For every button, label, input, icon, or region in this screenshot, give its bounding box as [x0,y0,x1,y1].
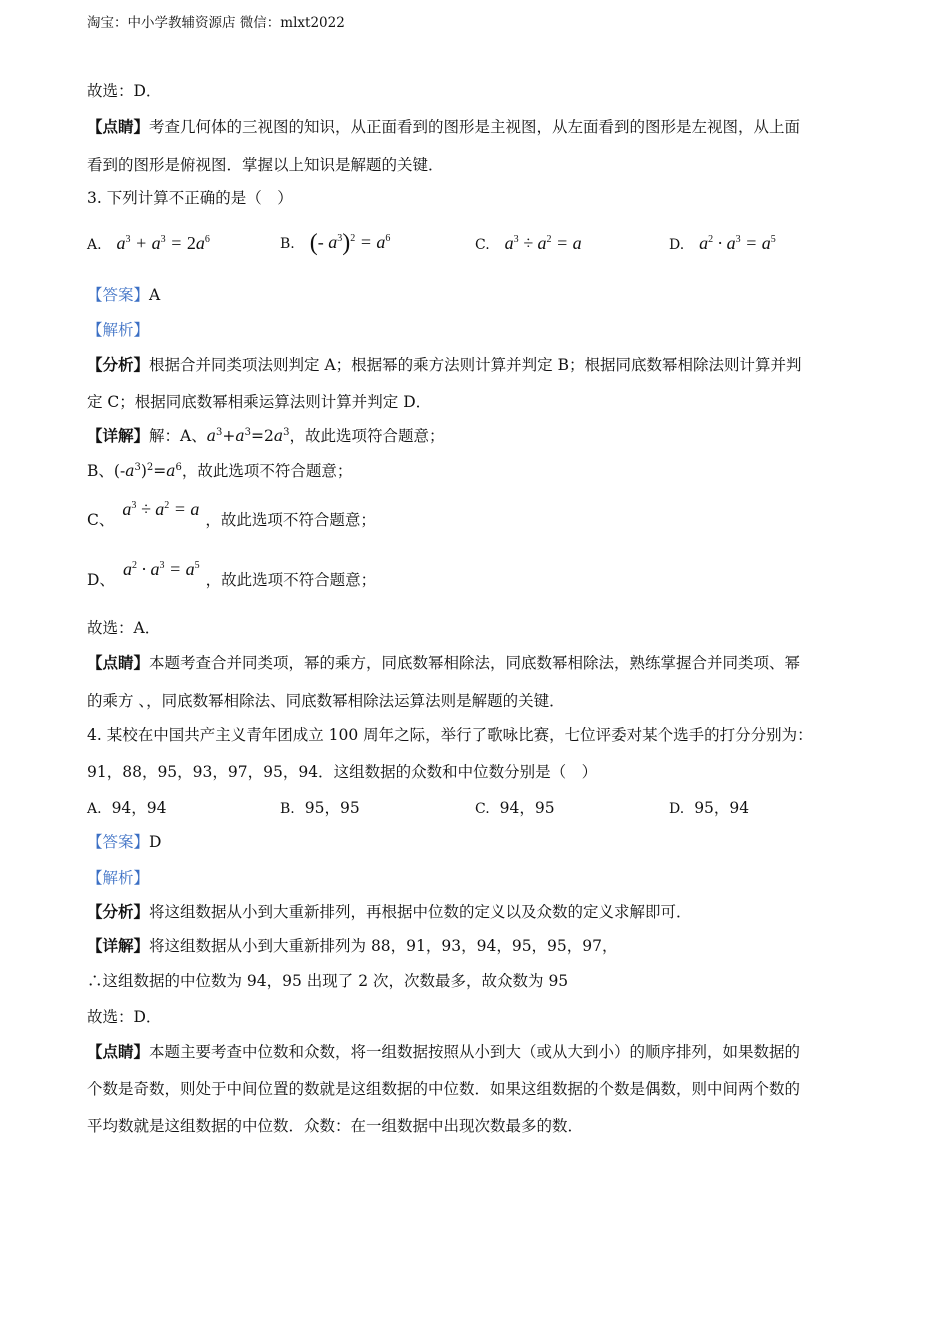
q4-comment-line-1: 【点睛】本题主要考查中位数和众数，将一组数据按照从小到大（或从大到小）的顺序排列，如果数据的 [87,1042,801,1061]
q2-comment-line-1: 【点睛】考查几何体的三视图的知识，从正面看到的图形是主视图，从左面看到的图形是左视图，从上面 [87,117,801,136]
q4-option-b: B. 95，95 [280,799,360,817]
q3-stem: 3. 下列计算不正确的是（ ） [87,189,293,207]
q3-option-b: B. (- $a^3)^2 = a^6$ [280,230,391,256]
q4-option-d: D. 95，94 [669,799,750,817]
q4-stem-line-1: 4. 某校在中国共产主义青年团成立 100 周年之际，举行了歌咏比赛，七位评委对某个选手的打分分别为： [87,726,813,744]
q3-detail-d: D、$a^2 \cdot a^3 = a^5$，故此选项不符合题意； [87,559,377,589]
q3-option-d-math: $a^2 \cdot a^3 = a^5$ [699,233,776,253]
q3-option-c: C. $a^3 \div a^2 = a$ [475,233,582,253]
q3-analyze-line-1: 【分析】根据合并同类项法则判定 A；根据幂的乘方法则计算并判定 B；根据同底数幂相除法则计算并判 [87,355,802,374]
q2-conclusion: 故选：D． [87,82,162,100]
q3-detail-a: 【详解】解：A、$a^3+a^3=2a^3$，故此选项符合题意； [87,426,445,445]
q3-analyze-line-2: 定 C；根据同底数幂相乘运算法则计算并判定 D． [87,393,432,411]
q4-comment-line-3: 平均数就是这组数据的中位数．众数：在一组数据中出现次数最多的数． [87,1117,584,1135]
q2-comment-line-2: 看到的图形是俯视图．掌握以上知识是解题的关键． [87,156,444,174]
q4-stem-line-2: 91，88，95，93，97，95，94．这组数据的众数和中位数分别是（ ） [87,763,598,781]
q4-conclusion: 故选：D． [87,1008,162,1026]
q3-comment-line-1: 【点睛】本题考查合并同类项，幂的乘方，同底数幂相除法，同底数幂相除法，熟练掌握合并同类项、幂 [87,653,801,672]
q3-conclusion: 故选：A． [87,619,161,637]
q3-option-d: D. $a^2 \cdot a^3 = a^5$ [669,233,776,253]
q3-answer: 【答案】A [87,286,161,304]
q4-option-a: A. 94，94 [87,799,167,817]
q4-comment-line-2: 个数是奇数，则处于中间位置的数就是这组数据的中位数．如果这组数据的个数是偶数，则中间两个数的 [87,1080,801,1098]
q4-answer: 【答案】D [87,833,162,851]
q3-comment-line-2: 的乘方 、，同底数幂相除法、同底数幂相除法运算法则是解题的关键． [87,692,565,710]
q3-option-b-math: (- $a^3)^2 = a^6$ [309,230,391,256]
q3-analysis-tag: 【解析】 [87,321,150,339]
q3-option-a: A. $a^3 + a^3 = 2a^6$ [87,233,210,253]
q3-option-c-math: $a^3 \div a^2 = a$ [504,233,582,253]
q4-analysis-tag: 【解析】 [87,869,150,887]
q4-therefore: ∴这组数据的中位数为 94，95 出现了 2 次，次数最多，故众数为 95 [87,972,569,990]
page-header: 淘宝：中小学教辅资源店 微信：mlxt2022 [87,15,345,31]
q4-option-c: C. 94，95 [475,799,555,817]
q3-option-a-math: $a^3 + a^3 = 2a^6$ [116,233,210,253]
q3-detail-c: C、$a^3 \div a^2 = a$，故此选项不符合题意； [87,499,376,529]
comment-tag: 【点睛】 [87,117,150,136]
q4-detail: 【详解】将这组数据从小到大重新排列为 88，91，93，94，95，95，97， [87,936,618,955]
q4-analyze: 【分析】将这组数据从小到大重新排列，再根据中位数的定义以及众数的定义求解即可． [87,902,692,921]
q3-detail-b: B、$(-a^3)^2=a^6$，故此选项不符合题意； [87,461,353,480]
